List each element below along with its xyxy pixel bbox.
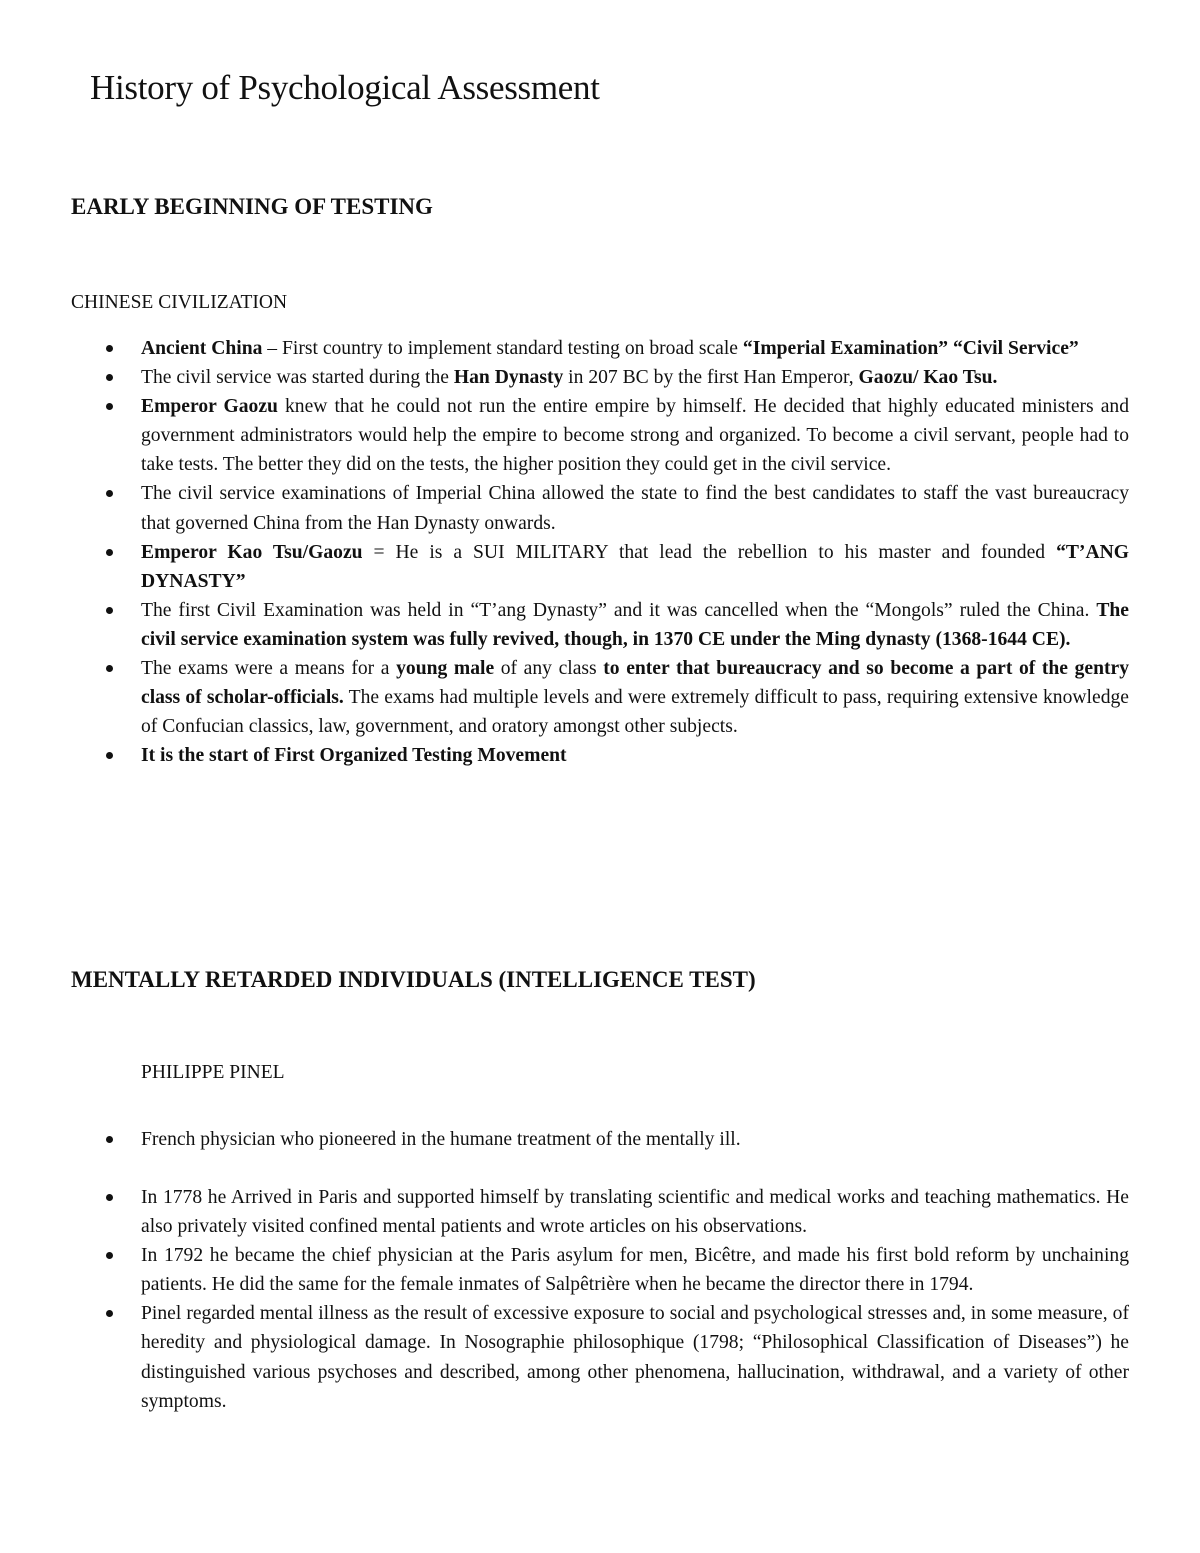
bold-text: The civil service examination system was fully revived, though, in 1370 CE under the Ming dynasty (1368-1644 CE). xyxy=(141,599,1129,650)
bold-text: Emperor Gaozu xyxy=(141,396,278,418)
body-text: Pinel regarded mental illness as the result of excessive exposure to social and psychological stresses and, in some measure, of heredity and physiological damage. In Nosographie philosophique (1798; “Philosophical Classification of Diseases”) he distinguished various psychoses and described, among other phenomena, hallucination, withdrawal, and a variety of other symptoms. xyxy=(141,1303,1129,1412)
body-text: In 1792 he became the chief physician at the Paris asylum for men, Bicêtre, and made his first bold reform by unchaining patients. He did the same for the female inmates of Salpêtrière when he became the director there in 1794. xyxy=(141,1245,1129,1296)
list-item xyxy=(0,1299,1200,1415)
bold-text: “Imperial Examination” “Civil Service” xyxy=(742,338,1079,359)
body-text: The civil service examinations of Imperial China allowed the state to find the best candidates to staff the vast bureaucracy that governed China from the Han Dynasty onwards. xyxy=(141,483,1129,534)
list-item xyxy=(0,1183,1200,1241)
bold-text: It is the start of First Organized Testing Movement xyxy=(141,745,567,767)
bold-text: “T’ANG DYNASTY” xyxy=(141,541,1129,592)
pinel-list xyxy=(0,1183,1200,1416)
bold-text: Han Dynasty xyxy=(453,367,564,389)
list-item xyxy=(0,1125,1200,1154)
document-title: History of Psychological Assessment xyxy=(90,68,600,107)
bullet-icon xyxy=(106,549,113,556)
bold-text: young male xyxy=(396,658,495,680)
body-text: = He is a SUI MILITARY that lead the rebellion to his master and founded xyxy=(362,541,1057,563)
section-heading-intelligence-test: MENTALLY RETARDED INDIVIDUALS (INTELLIGENCE TEST) xyxy=(71,967,756,992)
subheading-philippe-pinel: PHILIPPE PINEL xyxy=(141,1062,285,1083)
pinel-list-intro xyxy=(0,1125,1200,1154)
list-item xyxy=(0,392,1200,479)
bullet-icon xyxy=(106,1136,113,1143)
bullet-icon xyxy=(106,1252,113,1259)
subheading-chinese-civilization: CHINESE CIVILIZATION xyxy=(71,292,288,313)
body-text: in 207 BC by the first Han Emperor, xyxy=(563,367,859,389)
list-item xyxy=(0,654,1200,741)
body-text: of any class xyxy=(494,658,604,680)
bullet-icon xyxy=(106,607,113,614)
section-heading-early-testing: EARLY BEGINNING OF TESTING xyxy=(71,194,433,219)
list-item xyxy=(0,363,1200,392)
body-text: French physician who pioneered in the humane treatment of the mentally ill. xyxy=(141,1129,741,1150)
body-text: The exams had multiple levels and were extremely difficult to pass, requiring extensive knowledge of Confucian classics, law, government, and oratory amongst other subjects. xyxy=(141,687,1129,738)
body-text: – First country to implement standard testing on broad scale xyxy=(262,338,743,359)
bullet-icon xyxy=(106,374,113,381)
bullet-icon xyxy=(106,490,113,497)
bold-text: Gaozu/ Kao Tsu. xyxy=(858,367,998,389)
list-item xyxy=(0,538,1200,596)
bullet-icon xyxy=(106,345,113,352)
bullet-icon xyxy=(106,1194,113,1201)
bold-text: Emperor Kao Tsu/Gaozu xyxy=(141,541,363,563)
bullet-icon xyxy=(106,403,113,410)
list-item xyxy=(0,596,1200,654)
body-text: The civil service was started during the xyxy=(141,367,454,389)
body-text: The first Civil Examination was held in “T’ang Dynasty” and it was cancelled when the “Mongols” ruled the China. xyxy=(141,599,1097,621)
bold-text: to enter that bureaucracy and so become a part of the gentry class of scholar-officials. xyxy=(141,658,1130,709)
body-text: knew that he could not run the entire empire by himself. He decided that highly educated ministers and government administrators would help the empire to become strong and organized. To become a civil servant, people had to take tests. The better they did on the tests, the higher position they could get in the civil service. xyxy=(141,396,1130,476)
list-item xyxy=(0,741,1200,770)
body-text: The exams were a means for a xyxy=(141,658,397,680)
bold-text: Ancient China xyxy=(141,338,263,359)
bullet-icon xyxy=(106,1310,113,1317)
list-item xyxy=(0,1241,1200,1299)
chinese-civilization-list xyxy=(0,334,1200,770)
bullet-icon xyxy=(106,752,113,759)
list-item xyxy=(0,479,1200,537)
list-item xyxy=(0,334,1200,363)
body-text: In 1778 he Arrived in Paris and supported himself by translating scientific and medical works and teaching mathematics. He also privately visited confined mental patients and wrote articles on his observations. xyxy=(141,1187,1129,1238)
bullet-icon xyxy=(106,665,113,672)
